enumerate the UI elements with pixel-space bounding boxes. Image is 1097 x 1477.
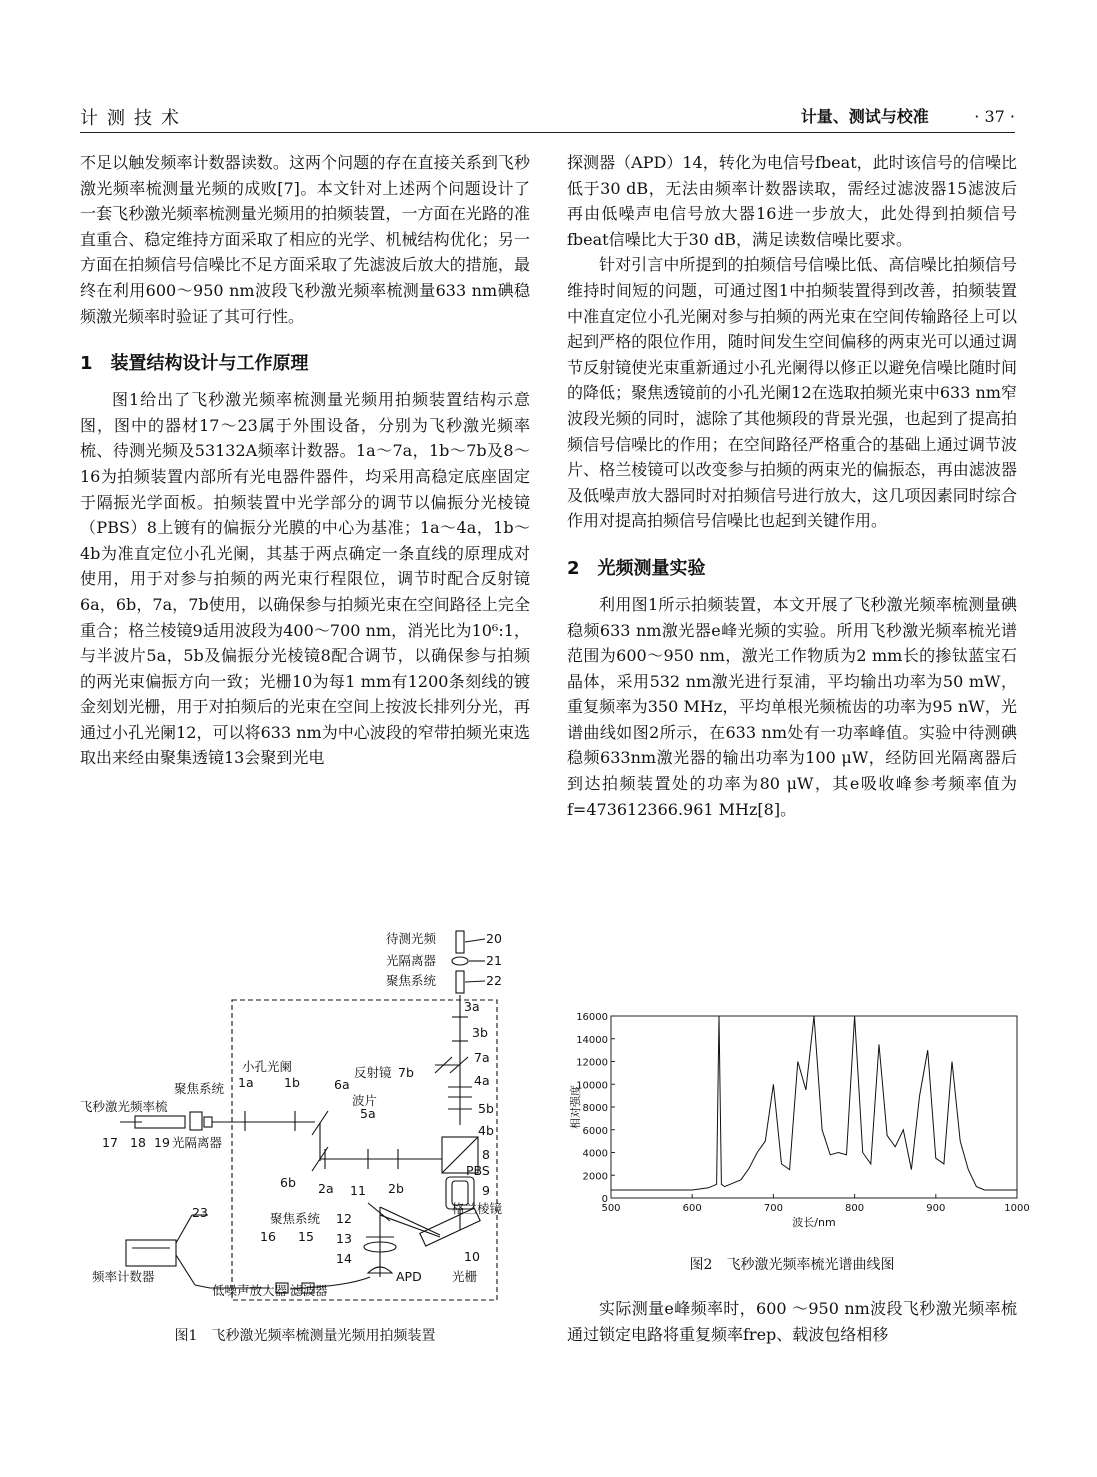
label-apd: APD — [396, 1269, 422, 1284]
label-8: 8 — [482, 1147, 490, 1162]
label-13: 13 — [336, 1231, 352, 1246]
label-isolator-top: 光隔离器 — [386, 953, 437, 968]
figure-2-caption: 图2 飞秒激光频率梳光谱曲线图 — [689, 1257, 895, 1273]
label-21: 21 — [486, 953, 502, 968]
figure-1-caption: 图1 飞秒激光频率梳测量光频用拍频装置 — [174, 1328, 436, 1344]
label-14: 14 — [336, 1251, 352, 1266]
label-7b: 7b — [398, 1065, 414, 1080]
y-tick-label: 16000 — [576, 1012, 608, 1023]
label-12: 12 — [336, 1211, 352, 1226]
page-number: · 37 · — [974, 107, 1015, 126]
label-1b: 1b — [284, 1075, 300, 1090]
left-column — [80, 150, 530, 771]
plot-frame — [611, 1016, 1017, 1198]
label-2a: 2a — [318, 1181, 334, 1196]
section-1-number: 1 — [80, 353, 93, 375]
label-3a: 3a — [464, 999, 480, 1014]
label-2b: 2b — [388, 1181, 404, 1196]
section-1-heading — [80, 349, 530, 375]
label-19: 19 — [154, 1135, 170, 1150]
label-comb: 飞秒激光频率梳 — [80, 1099, 168, 1114]
x-tick-label: 900 — [926, 1203, 946, 1214]
label-17: 17 — [102, 1135, 118, 1150]
left-paragraph-2: 图1给出了飞秒激光频率梳测量光频用拍频装置结构示意图，图中的器材17～23属于外围设备，分别为飞秒激光频率梳、待测光频及53132A频率计数器。1a～7a，1b～7b及8～16为拍频装置内部所有光电器件器件，均采用高稳定底座固定于隔振光学面板。拍频装置中光学部分的调节以偏振分光棱镜（PBS）8上镀有的偏振分光膜的中心为基准；1a～4a，1b～4b为准直定位小孔光阑，其基于两点确定一条直线的原理成对使用，用于对参与拍频的两光束行程限位，调节时配合反射镜6a，6b，7a，7b使用，以确保参与拍频光束在空间路径上完全重合；格兰棱镜9适用波段为400～700 nm，消光比为10⁶:1，与半波片5a，5b及偏振分光棱镜8配合调节，以确保参与拍频的两光束偏振方向一致；光栅10为每1 mm有1200条刻线的镀金刻划光栅，用于对拍频后的光束在空间上按波长排列分光，再通过小孔光阑12，可以将633 nm为中心波段的窄带拍频光束选取出来经由聚集透镜13会聚到光电 — [80, 390, 530, 768]
label-counter: 频率计数器 — [92, 1269, 155, 1284]
section-1-title: 装置结构设计与工作原理 — [110, 353, 309, 375]
y-tick-label: 4000 — [582, 1148, 608, 1160]
section-name: 计量、测试与校准 — [800, 107, 929, 126]
right-paragraph-1: 探测器（APD）14，转化为电信号fbeat，此时该信号的信噪比低于30 dB，无法由频率计数器读取，需经过滤波器15滤波后再由低噪声电信号放大器16进一步放大，此处得到拍频信号fbeat信噪比大于30 dB，满足读数信噪比要求。 — [567, 153, 1017, 249]
label-mirror: 反射镜 — [354, 1065, 392, 1080]
label-focus-bottom: 聚焦系统 — [270, 1211, 321, 1226]
label-16: 16 — [260, 1229, 276, 1244]
label-10: 10 — [464, 1249, 480, 1264]
label-20: 20 — [486, 931, 502, 946]
label-15: 15 — [298, 1229, 314, 1244]
section-2-title: 光频测量实验 — [597, 557, 706, 579]
label-22: 22 — [486, 973, 502, 988]
beat-device-schematic — [80, 925, 530, 1325]
x-tick-label: 800 — [845, 1203, 865, 1214]
label-4b: 4b — [478, 1123, 494, 1138]
right-column — [567, 150, 1017, 822]
label-lna: 低噪声放大器 — [212, 1283, 288, 1298]
label-4a: 4a — [474, 1073, 490, 1088]
right-paragraph-3: 利用图1所示拍频装置，本文开展了飞秒激光频率梳测量碘稳频633 nm激光器e峰光频的实验。所用飞秒激光频率梳光谱范围为600～950 nm，激光工作物质为2 mm长的掺钛蓝宝石晶体，采用532 nm激光进行泵浦，平均输出功率为50 mW，重复频率为350 MHz，平均单根光频梳齿的功率为95 nW，光谱曲线如图2所示，在633 nm处有一功率峰值。实验中待测碘稳频633nm激光器的输出功率为100 μW，经防回光隔离器后到达拍频装置处的功率为80 μW，其e吸收峰参考频率值为f=473612366.961 MHz[8]。 — [567, 594, 1017, 819]
left-paragraph-1: 不足以触发频率计数器读数。这两个问题的存在直接关系到飞秒激光频率梳测量光频的成败[7]。本文针对上述两个问题设计了一套飞秒激光频率梳测量光频用的拍频装置，一方面在光路的准直重合、稳定维持方面采取了相应的光学、机械结构优化；另一方面在拍频信号信噪比不足方面采取了先滤波后放大的措施，最终在利用600～950 nm波段飞秒激光频率梳测量633 nm碘稳频激光频率时验证了其可行性。 — [80, 153, 530, 326]
y-axis-label: 相对强度 — [569, 1085, 582, 1129]
section-2-number: 2 — [567, 557, 580, 579]
y-tick-label: 2000 — [582, 1171, 608, 1183]
label-23: 23 — [192, 1205, 208, 1220]
label-1a: 1a — [238, 1075, 254, 1090]
label-18: 18 — [130, 1135, 146, 1150]
label-isolator-left: 光隔离器 — [172, 1135, 223, 1150]
label-9: 9 — [482, 1183, 490, 1198]
label-glan-prism: 格兰棱镜 — [452, 1201, 503, 1216]
figure-2-chart — [567, 1012, 1030, 1237]
label-pbs: PBS — [466, 1163, 490, 1178]
label-7a: 7a — [474, 1050, 490, 1065]
figure-1-diagram — [80, 925, 530, 1325]
spectrum-series-line — [611, 1016, 1017, 1190]
x-tick-label: 700 — [763, 1203, 783, 1214]
journal-name: 计测技术 — [80, 108, 188, 129]
label-focus-left: 聚焦系统 — [174, 1081, 225, 1096]
right-paragraph-4: 实际测量e峰频率时，600 ～950 nm波段飞秒激光频率梳通过锁定电路将重复频率frep、载波包络相移 — [567, 1299, 1017, 1344]
y-tick-label: 6000 — [582, 1125, 608, 1137]
spectrum-chart-svg — [567, 1012, 1030, 1237]
running-header — [80, 104, 1015, 133]
right-paragraph-2: 针对引言中所提到的拍频信号信噪比低、高信噪比拍频信号维持时间短的问题，可通过图1中拍频装置得到改善，拍频装置中准直定位小孔光阑对参与拍频的两光束在空间传输路径上可以起到严格的限位作用，随时间发生空间偏移的两束光可以通过调节反射镜使光束重新通过小孔光阑得以修正以避免信噪比随时间的降低；聚焦透镜前的小孔光阑12在选取拍频光束中633 nm窄波段光频的同时，滤除了其他频段的背景光强，也起到了提高拍频信号信噪比的作用；在空间路径严格重合的基础上通过调节波片、格兰棱镜可以改变参与拍频的两束光的偏振态，再由滤波器及低噪声放大器同时对拍频信号进行放大，这几项因素同时综合作用对提高拍频信号信噪比也起到关键作用。 — [567, 255, 1017, 531]
label-3b: 3b — [472, 1025, 488, 1040]
y-tick-label: 8000 — [582, 1103, 608, 1114]
y-tick-label: 0 — [601, 1194, 608, 1205]
y-tick-label: 14000 — [576, 1034, 608, 1046]
x-tick-label: 600 — [682, 1203, 702, 1214]
label-grating: 光栅 — [452, 1269, 478, 1284]
label-6b: 6b — [280, 1175, 296, 1190]
label-focus-top: 聚焦系统 — [386, 973, 437, 988]
label-11: 11 — [350, 1183, 366, 1198]
label-target-laser: 待测光频 — [386, 931, 437, 946]
label-5a: 5a — [360, 1106, 376, 1121]
y-tick-label: 12000 — [576, 1057, 608, 1069]
y-tick-label: 10000 — [576, 1080, 608, 1092]
label-aperture: 小孔光阑 — [242, 1059, 293, 1074]
x-tick-label: 500 — [601, 1203, 621, 1214]
label-waveplate: 波片 — [352, 1093, 378, 1108]
right-column-continued — [567, 1296, 1017, 1347]
label-6a: 6a — [334, 1077, 350, 1092]
x-tick-label: 1000 — [1004, 1203, 1030, 1214]
section-2-heading — [567, 554, 1017, 580]
x-axis-label: 波长/nm — [792, 1216, 836, 1229]
label-filter: 滤波器 — [290, 1283, 328, 1298]
label-5b: 5b — [478, 1101, 494, 1116]
